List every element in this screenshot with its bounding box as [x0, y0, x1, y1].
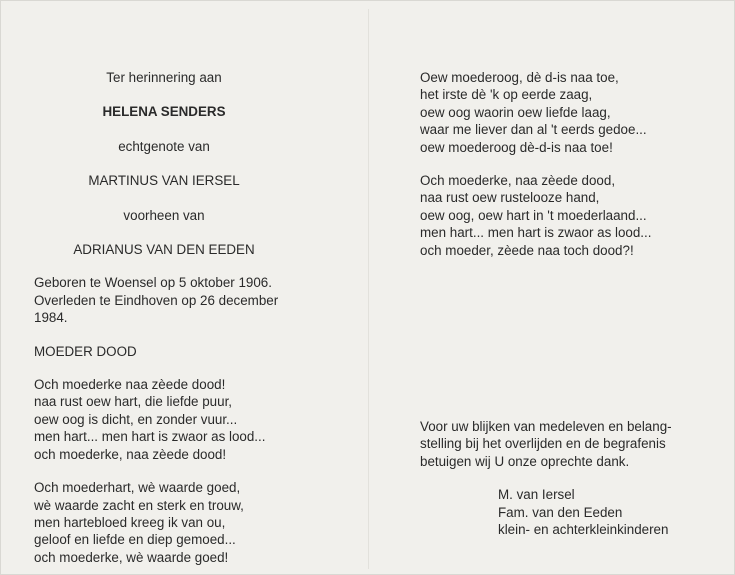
life-dates — [34, 274, 344, 326]
poem-line: het irste dè 'k op eerde zaag, — [420, 87, 593, 103]
poem-line: naa rust oew hart, die liefde puur, — [34, 394, 233, 410]
signature-line: klein- en achterkleinkinderen — [498, 522, 669, 538]
left-panel — [34, 69, 344, 566]
poem-line: och moeder, zèede naa toch dood?! — [420, 242, 634, 258]
card-fold — [368, 9, 369, 569]
signature-line: M. van Iersel — [498, 487, 575, 503]
poem-line: och moederke, naa zèede dood! — [34, 446, 227, 462]
poem-line: Och moederke, naa zèede dood, — [420, 173, 616, 189]
poem-line: och moederke, wè waarde goed! — [34, 549, 229, 565]
right-panel — [420, 69, 720, 259]
died-line-1: Overleden te Eindhoven op 26 december — [34, 292, 279, 308]
poem-stanza-3 — [420, 69, 720, 156]
relation-1: echtgenote van — [118, 138, 210, 154]
poem-line: geloof en liefde en diep gemoed... — [34, 532, 236, 548]
poem-line: wè waarde zacht en sterk en trouw, — [34, 497, 244, 513]
poem-stanza-4 — [420, 172, 720, 259]
poem-line: Oew moederoog, dè d-is naa toe, — [420, 70, 619, 85]
spouse-name: MARTINUS VAN IERSEL — [88, 173, 240, 189]
thanks-line: stelling bij het overlijden en de begrafenis — [420, 436, 666, 452]
relation-2: voorheen van — [123, 207, 205, 223]
thanks-text — [420, 418, 720, 470]
poem-line: oew oog is dicht, en zonder vuur... — [34, 411, 238, 427]
former-spouse-name: ADRIANUS VAN DEN EEDEN — [73, 242, 255, 258]
poem-line: oew moederoog dè-d-is naa toe! — [420, 139, 613, 155]
poem-line: waar me liever dan al 't eerds gedoe... — [420, 122, 647, 138]
poem-line: Och moederke naa zèede dood! — [34, 377, 226, 393]
poem-line: men hart... men hart is zwaor as lood... — [34, 429, 266, 445]
thanks-line: Voor uw blijken van medeleven en belang- — [420, 419, 672, 434]
poem-line: men hartebloed kreeg ik van ou, — [34, 514, 226, 530]
poem-title: MOEDER DOOD — [34, 343, 137, 359]
heading-block — [34, 69, 294, 258]
poem-stanza-1 — [34, 376, 344, 463]
poem-line: naa rust oew rustelooze hand, — [420, 190, 600, 206]
born-line: Geboren te Woensel op 5 oktober 1906. — [34, 275, 272, 291]
poem-line: men hart... men hart is zwaor as lood... — [420, 225, 652, 241]
poem-line: oew oog, oew hart in 't moederlaand... — [420, 207, 647, 223]
died-line-2: 1984. — [34, 310, 68, 326]
poem-line: oew oog waorin oew liefde laag, — [420, 104, 611, 120]
poem-stanza-2 — [34, 479, 344, 566]
intro-text: Ter herinnering aan — [106, 70, 222, 85]
thanks-line: betuigen wij U onze oprechte dank. — [420, 453, 630, 469]
thanks-block — [420, 418, 720, 538]
deceased-name: HELENA SENDERS — [102, 104, 226, 120]
poem-line: Och moederhart, wè waarde goed, — [34, 480, 241, 496]
signature-line: Fam. van den Eeden — [498, 504, 623, 520]
signatures — [420, 486, 720, 538]
